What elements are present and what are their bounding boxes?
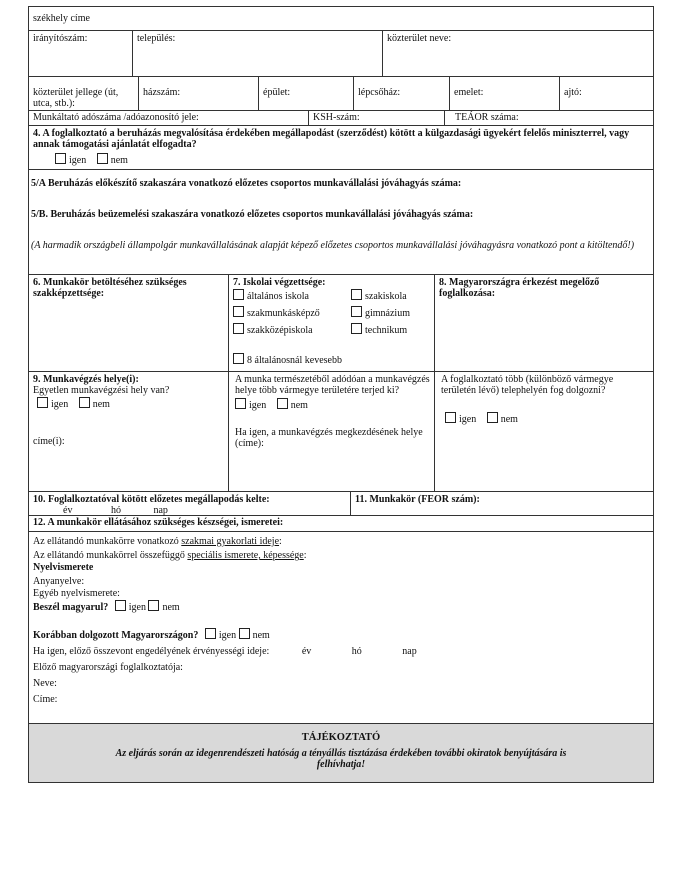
- q12-speaks-no-checkbox[interactable]: [148, 600, 159, 611]
- q12-employer-name: Neve:: [33, 678, 57, 689]
- q12-worked-yes-checkbox[interactable]: [205, 628, 216, 639]
- q12-worked-no-label: nem: [252, 630, 270, 641]
- teaor-number-field[interactable]: TEÁOR száma:: [455, 112, 519, 123]
- question-5-note: (A harmadik országbeli állampolgár munkavállalásának alapját képező előzetes csoportos munkavállalási jóváhagyásra vonatkozó pont a kitöltendő!): [31, 240, 635, 251]
- q12-other-languages: Egyéb nyelvismerete:: [33, 588, 120, 599]
- q12-previous-employer: Előző magyarországi foglalkoztatója:: [33, 662, 183, 673]
- q9-single-no-checkbox[interactable]: [79, 397, 90, 408]
- question-5: [29, 170, 653, 274]
- question-12-title: 12. A munkakör ellátásához szükséges készségei, ismeretei:: [33, 517, 284, 528]
- info-content: [29, 724, 653, 782]
- question-12-title-row: [29, 516, 653, 532]
- seat-address-row: [29, 7, 653, 31]
- question-7: [229, 275, 435, 371]
- q4-yes-checkbox[interactable]: [55, 153, 66, 164]
- q9-multi-no-checkbox[interactable]: [277, 398, 288, 409]
- seat-address-title: székhely címe: [33, 13, 90, 24]
- q9-sites-no-checkbox[interactable]: [487, 412, 498, 423]
- edu-primary-checkbox[interactable]: [233, 289, 244, 300]
- q12-speaks-hungarian-question: Beszél magyarul?: [33, 602, 109, 613]
- question-11: 11. Munkakör (FEOR szám):: [355, 494, 480, 505]
- question-9-middle: [229, 372, 435, 491]
- questions-10-11-row: [29, 492, 653, 516]
- q12-speaks-no-label: nem: [162, 602, 180, 613]
- question-5a: 5/A Beruházás előkészítő szakaszára vonatkozó előzetes csoportos munkavállalási jóváhagyás száma:: [31, 178, 462, 189]
- staircase-field[interactable]: lépcsőház:: [354, 77, 450, 110]
- q12-experience-line: Az ellátandó munkakörre vonatkozó szakmai gyakorlati ideje:: [33, 536, 282, 547]
- q12-previous-permit-label: Ha igen, előző összevont engedélyének érvényességi ideje:: [33, 646, 270, 657]
- question-9-right: [435, 372, 653, 491]
- edu-less-than-8-label: 8 általánosnál kevesebb: [247, 355, 342, 366]
- q10-month-label: hó: [110, 505, 121, 516]
- q9-sites-no-label: nem: [500, 414, 518, 425]
- info-title: TÁJÉKOZTATÓ: [301, 732, 381, 743]
- q12-worked-yes-label: igen: [218, 630, 237, 641]
- door-field[interactable]: ajtó:: [564, 87, 582, 98]
- edu-secondary-vocational-checkbox[interactable]: [233, 323, 244, 334]
- q12-mother-tongue: Anyanyelve:: [33, 576, 85, 587]
- question-6: 6. Munkakör betöltéséhez szükséges szakképzettsége:: [29, 275, 229, 371]
- q12-year-label: év: [301, 646, 312, 657]
- street-type-field[interactable]: közterület jellege (út, utca, stb.):: [29, 77, 139, 110]
- q9-address-label: címe(i):: [33, 436, 65, 447]
- question-10-title: 10. Foglalkoztatóval kötött előzetes megállapodás kelte:: [33, 494, 270, 505]
- q9-other-sites-question: A foglalkoztató több (különböző vármegye területén lévő) telephelyén fog dolgozni?: [441, 374, 614, 396]
- tax-number-field[interactable]: Munkáltató adószáma /adóazonosító jele:: [29, 111, 309, 125]
- ids-row: [29, 111, 653, 126]
- building-field[interactable]: épület:: [259, 77, 354, 110]
- q12-speaks-hungarian-line: [33, 600, 649, 614]
- q9-multi-no-label: nem: [290, 400, 308, 411]
- question-4-row: [29, 126, 653, 170]
- postcode-field[interactable]: irányítószám:: [29, 31, 133, 76]
- question-9-title: 9. Munkavégzés helye(i):: [33, 374, 139, 385]
- ksh-number-field[interactable]: KSH-szám:: [309, 111, 445, 125]
- q4-no-label: nem: [110, 155, 128, 166]
- city-field[interactable]: település:: [133, 31, 383, 76]
- q12-month-label: hó: [351, 646, 362, 657]
- q9-single-no-label: nem: [92, 399, 110, 410]
- q4-yes-label: igen: [69, 155, 87, 166]
- q12-worked-no-checkbox[interactable]: [239, 628, 250, 639]
- q9-sites-yes-label: igen: [459, 414, 477, 425]
- question-5b: 5/B. Beruházás beüzemelési szakaszára vonatkozó előzetes csoportos munkavállalási jóváhagyás száma:: [31, 209, 474, 220]
- floor-field[interactable]: emelet:: [450, 77, 560, 110]
- q9-start-place-label: Ha igen, a munkavégzés megkezdésének helye (címe):: [235, 427, 423, 449]
- street-name-field[interactable]: közterület neve:: [387, 33, 452, 44]
- question-12-body: [29, 532, 653, 723]
- q12-employer-address: Címe:: [33, 694, 58, 705]
- q12-language-title: Nyelvismerete: [33, 562, 94, 573]
- question-12-body-row: [29, 532, 653, 724]
- q9-single-yes-label: igen: [51, 399, 69, 410]
- house-number-field[interactable]: házszám:: [139, 77, 259, 110]
- q9-sites-yes-checkbox[interactable]: [445, 412, 456, 423]
- q12-previous-permit-line: [33, 646, 649, 658]
- question-5-row: [29, 170, 653, 275]
- edu-less-than-8-checkbox[interactable]: [233, 353, 244, 364]
- edu-technical-label: technikum: [365, 325, 408, 336]
- q12-day-label: nap: [402, 646, 417, 657]
- question-9-row: [29, 372, 653, 492]
- address-row-2: [29, 77, 653, 111]
- questions-6-7-8-row: [29, 275, 653, 372]
- question-8: 8. Magyarországra érkezést megelőző foglalkozása:: [439, 277, 600, 299]
- question-10: [29, 492, 351, 515]
- q10-day-label: nap: [153, 505, 168, 516]
- q12-worked-hungary-question: Korábban dolgozott Magyarországon?: [33, 630, 199, 641]
- q12-speaks-yes-label: igen: [128, 602, 146, 613]
- q9-multi-yes-label: igen: [249, 400, 267, 411]
- q9-single-site-question: Egyetlen munkavégzési hely van?: [33, 385, 170, 396]
- question-9-left: [29, 372, 229, 491]
- edu-primary-label: általános iskola: [247, 291, 309, 302]
- edu-secondary-vocational-label: szakközépiskola: [247, 325, 313, 336]
- q9-single-yes-checkbox[interactable]: [37, 397, 48, 408]
- q12-skill-line: Az ellátandó munkakörrel összefüggő speciális ismerete, képessége:: [33, 550, 307, 561]
- q12-speaks-yes-checkbox[interactable]: [115, 600, 126, 611]
- edu-grammar-school-label: gimnázium: [365, 308, 410, 319]
- edu-vocational-school-label: szakiskola: [365, 291, 407, 302]
- edu-vocational-label: szakmunkásképző: [247, 308, 320, 319]
- address-row-1: [29, 31, 653, 77]
- application-form: [28, 6, 654, 783]
- info-box: [29, 724, 653, 782]
- question-4: [29, 126, 653, 169]
- q9-multi-county-question: A munka természetéből adódóan a munkavégzés helye több vármegye területére terjed ki?: [235, 374, 430, 396]
- edu-vocational-checkbox[interactable]: [233, 306, 244, 317]
- info-text: Az eljárás során az idegenrendészeti hatóság a tényállás tisztázása érdekében további okiratok benyújtására is felhívhatja!: [115, 748, 567, 770]
- question-7-title: 7. Iskolai végzettsége:: [233, 277, 326, 288]
- q4-no-checkbox[interactable]: [97, 153, 108, 164]
- question-4-text: 4. A foglalkoztató a beruházás megvalósítása érdekében megállapodást (szerződést) kötött a külgazdasági ügyekért felelős miniszterrel, vagy annak támogatási ajánlatát elfogadta?: [33, 128, 630, 150]
- edu-grammar-school-checkbox[interactable]: [351, 306, 362, 317]
- edu-vocational-school-checkbox[interactable]: [351, 289, 362, 300]
- q12-worked-hungary-line: [33, 628, 649, 642]
- q10-year-label: év: [63, 505, 73, 516]
- edu-technical-checkbox[interactable]: [351, 323, 362, 334]
- q9-multi-yes-checkbox[interactable]: [235, 398, 246, 409]
